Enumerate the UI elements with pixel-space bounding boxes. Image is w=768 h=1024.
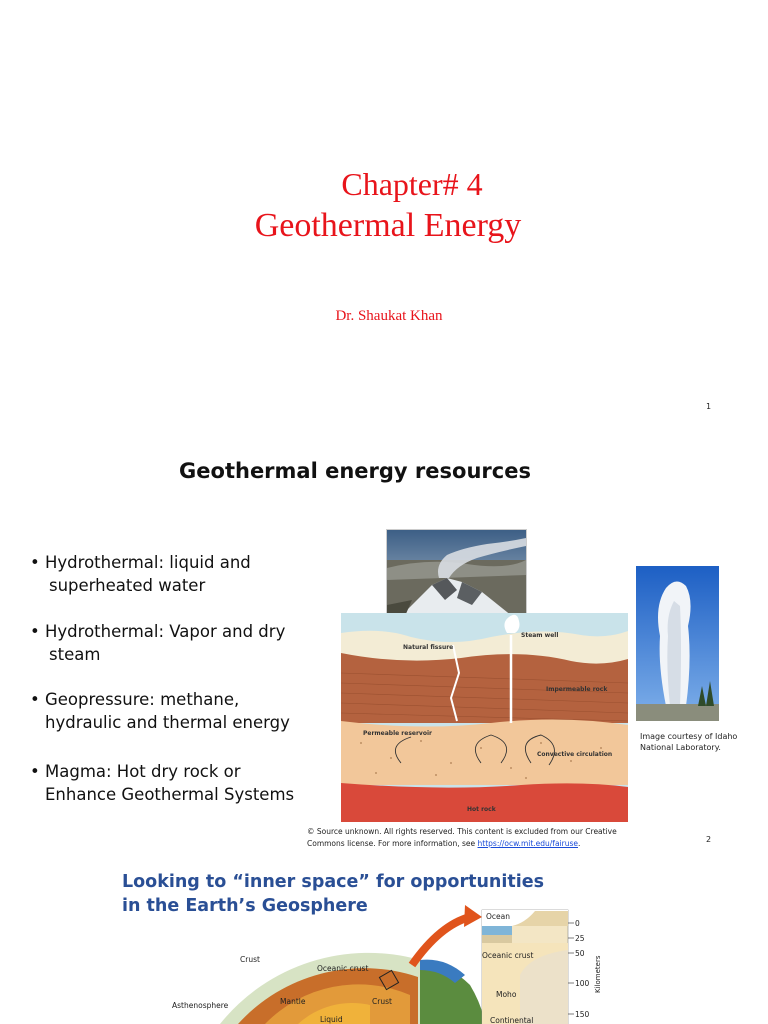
label-asthenosphere: Asthenosphere <box>172 1001 229 1010</box>
depth-tick-150: 150 <box>575 1010 590 1019</box>
depth-tick-100: 100 <box>575 979 590 988</box>
bullet-item <box>30 760 305 806</box>
label-moho: Moho <box>496 990 517 999</box>
volcano-photo <box>386 529 527 624</box>
bullet-line: hydraulic and thermal energy <box>45 713 290 732</box>
slide-title: Geothermal energy resources <box>179 459 531 483</box>
bullet-dot-icon: • <box>30 553 40 572</box>
geothermal-reservoir-diagram <box>341 613 628 822</box>
author-name: Dr. Shaukat Khan <box>335 308 443 324</box>
fair-use-link[interactable]: https://ocw.mit.edu/fairuse <box>477 839 578 848</box>
label-impermeable-rock: Impermeable rock <box>546 686 608 693</box>
label-hot-rock: Hot rock <box>467 806 496 813</box>
source-note <box>307 826 637 850</box>
label-kilometers: Kilometers <box>594 955 602 993</box>
label-permeable-reservoir: Permeable reservoir <box>363 730 432 737</box>
bullet-item <box>30 688 305 734</box>
image-courtesy-note: Image courtesy of Idaho National Laboratory. <box>640 732 738 752</box>
bullet-line: Hydrothermal: Vapor and dry <box>45 622 286 641</box>
heading-line-2: in the Earth’s Geosphere <box>122 896 368 916</box>
bullet-line: Enhance Geothermal Systems <box>45 785 295 804</box>
bullet-item <box>30 620 305 666</box>
bullet-line: steam <box>49 645 101 664</box>
source-note-text: © Source unknown. All rights reserved. This content is excluded from our Creative Commons license. For more information, see <box>307 827 617 848</box>
inner-space-heading <box>122 870 544 918</box>
label-natural-fissure: Natural fissure <box>403 644 454 651</box>
chapter-label: Chapter# 4 <box>341 166 483 202</box>
bullet-line: superheated water <box>49 576 206 595</box>
label-convective-circulation: Convective circulation <box>537 751 613 758</box>
depth-tick-25: 25 <box>575 934 585 943</box>
chapter-title: Geothermal Energy <box>254 207 522 244</box>
bullet-dot-icon: • <box>30 690 40 709</box>
label-ocean: Ocean <box>486 912 510 921</box>
depth-tick-0: 0 <box>575 919 580 928</box>
bullet-line: Magma: Hot dry rock or <box>45 762 241 781</box>
depth-tick-50: 50 <box>575 949 585 958</box>
label-oceanic-crust-right: Oceanic crust <box>482 951 534 960</box>
label-crust-2: Crust <box>372 997 392 1006</box>
source-note-end: . <box>578 839 581 848</box>
label-crust: Crust <box>240 955 260 964</box>
bullet-item <box>30 551 305 597</box>
heading-line-1: Looking to “inner space” for opportunities <box>122 872 545 892</box>
bullet-line: Geopressure: methane, <box>45 690 240 709</box>
label-continental: Continental <box>490 1016 534 1024</box>
label-oceanic-crust: Oceanic crust <box>317 964 369 973</box>
bullet-dot-icon: • <box>30 762 40 781</box>
page-number-1: 1 <box>706 402 712 411</box>
label-liquid: Liquid <box>320 1015 343 1024</box>
geyser-photo <box>636 566 719 721</box>
bullet-line: Hydrothermal: liquid and <box>45 553 251 572</box>
bullet-dot-icon: • <box>30 622 40 641</box>
label-mantle: Mantle <box>280 997 306 1006</box>
label-steam-well: Steam well <box>521 632 559 639</box>
page-number-2: 2 <box>706 835 712 844</box>
